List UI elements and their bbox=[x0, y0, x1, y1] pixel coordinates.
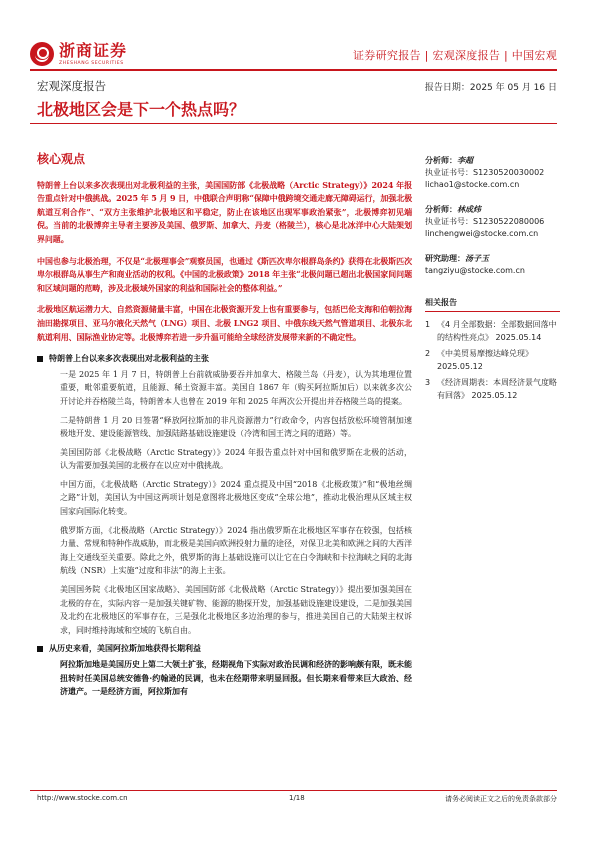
report-type: 宏观深度报告 bbox=[37, 79, 106, 93]
section-title: 核心观点 bbox=[37, 152, 86, 166]
bullet-square-icon bbox=[37, 356, 43, 362]
analyst-cert: 执业证书号：S1230522080006 bbox=[425, 217, 545, 226]
company-logo bbox=[30, 42, 127, 66]
related-report-item[interactable] bbox=[425, 318, 560, 344]
bullet-heading bbox=[37, 642, 412, 656]
related-report-text[interactable]: 《经济周期表：本周经济景气度略有回落》 2025.05.12 bbox=[437, 378, 557, 400]
body-paragraph: 俄罗斯方面，《北极战略（Arctic Strategy）》2024 指出俄罗斯在北极地区军事存在较强，包括核力量、常规和特种作战威胁，而北极是美国向欧洲投射力量的途径，对保卫北美和欧洲之间的大西洋海上交通线至关重要。除此之外，俄罗斯的海上基础设施可以让它在白令海峡和卡拉海峡之间的北海航线（NSR）上实施“过度和非法”的海上主张。 bbox=[60, 525, 412, 576]
key-point-paragraph: 北极地区航运潜力大、自然资源储量丰富，中国在北极资源开发上也有重要参与，包括巴伦支海和伯朝拉海油田勘探项目、亚马尔液化天然气（LNG）项目、北极 LNG2 项目、中俄东线天然气管道项目、北极东北航道利用、国际渔业协定等。北极博弈若进一步升温可能给全球经济发展带来新的不确定性。 bbox=[37, 304, 412, 342]
analyst-line bbox=[425, 155, 560, 167]
main-content bbox=[37, 153, 412, 704]
report-date: 报告日期：2025 年 05 月 16 日 bbox=[424, 83, 557, 93]
header-category-links: 证券研究报告 | 宏观深度报告 | 中国宏观 bbox=[353, 49, 557, 62]
body-paragraph: 一是 2025 年 1 月 7 日，特朗普上台前就威胁要吞并加拿大、格陵兰岛（丹麦），认为其地理位置重要，毗邻重要航道，且能源、稀土资源丰富。美国自 1867 年（购买阿拉斯加后）以来就多次公开讨论并吞格陵兰岛，特朗普本人也曾在 2019 年和 2025 年两次公开提出并吞格陵兰岛的提案。 bbox=[60, 369, 412, 406]
related-report-item[interactable] bbox=[425, 347, 560, 373]
analyst-email[interactable]: linchengwei@stocke.com.cn bbox=[425, 229, 539, 238]
analyst-card bbox=[425, 155, 560, 191]
page-number: 1/18 bbox=[289, 794, 305, 802]
analyst-card bbox=[425, 204, 560, 240]
key-point-paragraph: 特朗普上台以来多次表现出对北极利益的主张，美国国防部《北极战略（Arctic Strategy）》2024 年报告重点针对中俄挑战。2025 年 5 月 9 日，中俄联合声明称“保障中俄跨境交通走廊无障碍运行，加强北极航道互利合作”、“双方主张维护北极地区和平稳定，防止在该地区出现军事政治紧张”，北极博弈初见端倪。当前的北极博弈主导者主要涉及美国、俄罗斯、加拿大、丹麦（格陵兰），核心是北冰洋中心大陆架划界问题。 bbox=[37, 179, 412, 244]
header-divider bbox=[30, 69, 557, 71]
analyst-role: 研究助理： bbox=[425, 254, 465, 263]
analyst-role: 分析师： bbox=[425, 205, 457, 214]
key-point-paragraph: 中国也参与北极治理，不仅是“北极理事会”观察员国，也通过《斯匹次卑尔根群岛条约》获得在北极斯匹次卑尔根群岛从事生产和商业活动的权利。《中国的北极政策》2018 年主张“北极问题已超出北极国家间问题和区域问题的范畴，涉及北极域外国家的利益和国际社会的整体利益。” bbox=[37, 255, 412, 293]
related-report-number: 2 bbox=[425, 349, 431, 358]
logo-name-cn: 浙商证券 bbox=[59, 40, 128, 60]
logo-name-en: ZHESHANG SECURITIES bbox=[59, 60, 124, 66]
bullet-heading-text: 从历史来看，美国阿拉斯加地获得长期利益 bbox=[49, 643, 201, 654]
bullet-heading bbox=[37, 352, 412, 366]
bullet-heading-text: 特朗普上台以来多次表现出对北极利益的主张 bbox=[49, 353, 209, 364]
analyst-card bbox=[425, 253, 560, 277]
related-report-text[interactable]: 《4 月全部数据：全部数据回落中的结构性亮点》 2025.05.14 bbox=[437, 320, 557, 342]
related-report-item[interactable] bbox=[425, 376, 560, 402]
body-paragraph: 中国方面，《北极战略（Arctic Strategy）》2024 重点提及中国“2018《北极政策》”和“极地丝绸之路”计划，美国认为中国这两项计划是意图将北极地区变成“全球公地”，推动北极治理从区域主权国家向国际化转变。 bbox=[60, 479, 412, 517]
footer-disclaimer: 请务必阅读正文之后的免责条款部分 bbox=[445, 795, 557, 803]
analyst-line bbox=[425, 204, 560, 216]
body-paragraph: 美国国务院《北极地区国家战略》、美国国防部《北极战略（Arctic Strategy）》提出要加强美国在北极的存在，实际内容一是加强关键矿物、能源的勘探开发，加强基础设施建设建设，二是加强美国及北约在北极地区的军事存在，三是强化北极地区多边治理的参与，推进美国自己的大陆架主权诉求，同时维持海域和空域的飞航自由。 bbox=[60, 585, 412, 635]
footer-website[interactable]: http://www.stocke.com.cn bbox=[37, 794, 128, 802]
analyst-line bbox=[425, 253, 560, 265]
related-reports-title: 相关报告 bbox=[425, 297, 560, 312]
report-title: 北极地区会是下一个热点吗？ bbox=[37, 100, 246, 119]
analyst-name: 李超 bbox=[457, 156, 473, 165]
analyst-email[interactable]: lichao1@stocke.com.cn bbox=[425, 180, 520, 189]
title-divider bbox=[30, 123, 557, 124]
sidebar bbox=[425, 155, 560, 405]
analyst-name: 汤子玉 bbox=[465, 254, 489, 263]
footer-divider bbox=[30, 790, 557, 791]
analyst-cert: 执业证书号：S1230520030002 bbox=[425, 168, 545, 177]
related-report-number: 1 bbox=[425, 320, 431, 329]
analyst-name: 林成炜 bbox=[457, 205, 481, 214]
analyst-email[interactable]: tangziyu@stocke.com.cn bbox=[425, 266, 525, 275]
analyst-role: 分析师： bbox=[425, 156, 457, 165]
bullet-square-icon bbox=[37, 646, 43, 652]
body-paragraph: 二是特朗普 1 月 20 日签署“释放阿拉斯加的非凡资源潜力”行政命令，内容包括放松环境管制加速极地开发、建设能源管线、加强陆路基础设施建设（冷湾和国王湾之间的道路）等。 bbox=[60, 415, 412, 439]
logo-icon bbox=[30, 42, 54, 66]
body-paragraph-bold: 阿拉斯加地是美国历史上第二大领土扩张，经期视角下实际对政治民调和经济的影响颇有限，既未能扭转时任美国总统安德鲁·约翰逊的民调，也未在经期带来明显回报。但长期来看带来巨大政治、经济遗产。一是经济方面，阿拉斯加有 bbox=[60, 659, 412, 697]
body-paragraph: 美国国防部《北极战略（Arctic Strategy）》2024 年报告重点针对中国和俄罗斯在北极的活动，认为需要加强美国的北极存在以应对中俄挑战。 bbox=[60, 447, 412, 471]
related-report-number: 3 bbox=[425, 378, 431, 387]
related-report-text[interactable]: 《中美贸易摩擦达峰兑现》 2025.05.12 bbox=[437, 349, 533, 371]
